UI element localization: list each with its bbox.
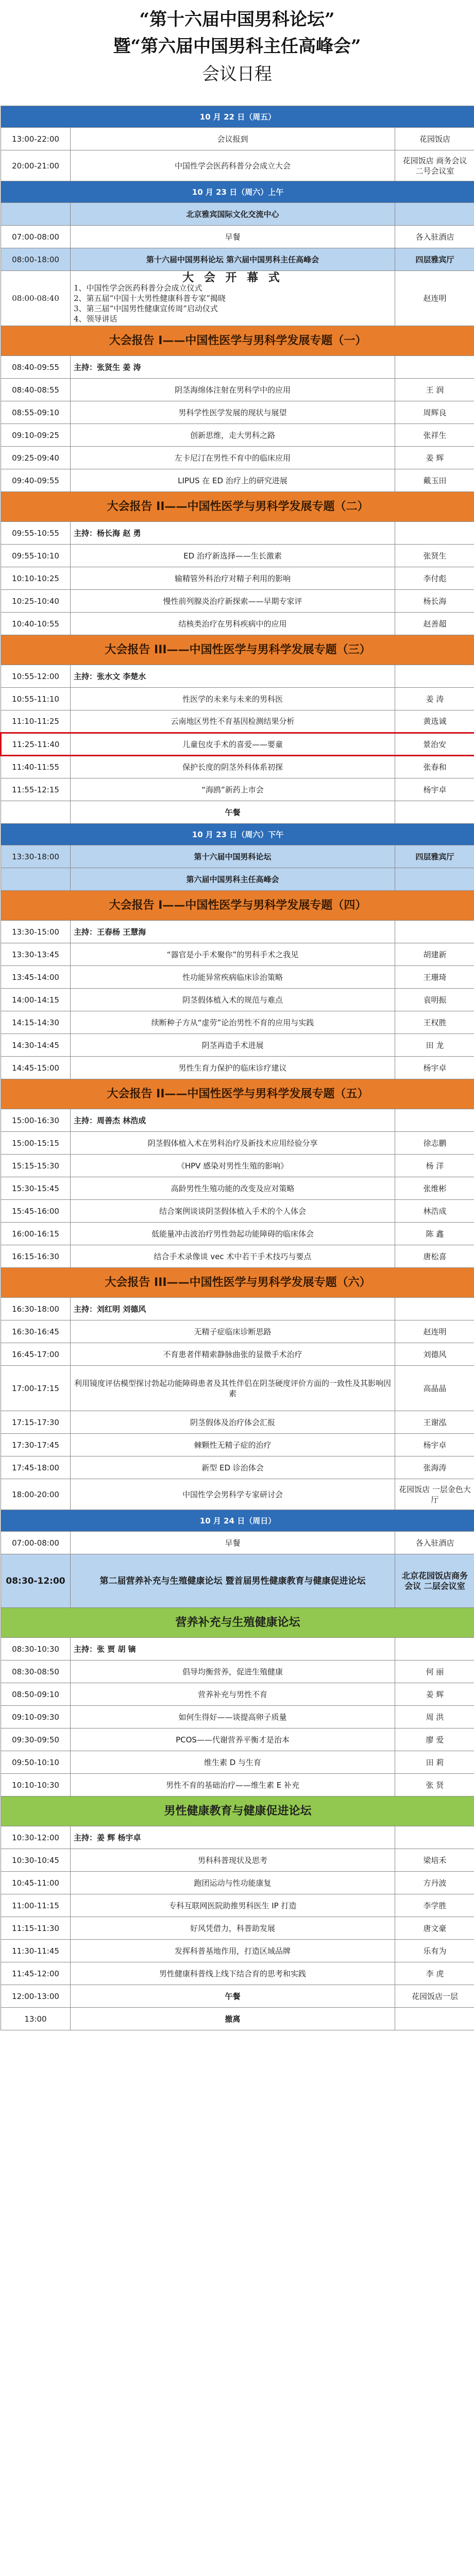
time-cell: 15:00-15:15 xyxy=(1,1132,71,1155)
speaker-cell: 李付彪 xyxy=(395,567,474,590)
topic-cell: 性医学的未来与未来的男科医 xyxy=(71,688,395,710)
session-title: 男性健康教育与健康促进论坛 xyxy=(1,1797,474,1826)
speaker-cell: 王权胜 xyxy=(395,1011,474,1034)
session-header xyxy=(1,326,474,356)
speaker-cell: 廖 爱 xyxy=(395,1728,474,1751)
speaker-cell: 四层雅宾厅 xyxy=(395,845,474,868)
agenda-row xyxy=(1,1320,474,1343)
speaker-cell: 张贤生 xyxy=(395,545,474,567)
opening-ceremony xyxy=(71,271,395,326)
agenda-row xyxy=(1,1434,474,1456)
speaker-cell: 田 龙 xyxy=(395,1034,474,1057)
agenda-row xyxy=(1,1343,474,1366)
opening-item: 2、第五届“中国十大男性健康科普专家”揭晓 xyxy=(74,294,226,303)
speaker-cell: 李学胜 xyxy=(395,1894,474,1917)
agenda-row xyxy=(1,567,474,590)
topic-cell: 男科学性医学发展的现状与展望 xyxy=(71,401,395,424)
agenda-row xyxy=(1,356,474,379)
agenda-row xyxy=(1,1034,474,1057)
agenda-row xyxy=(1,379,474,401)
day-header xyxy=(1,181,474,203)
time-cell: 13:30-13:45 xyxy=(1,943,71,966)
topic-cell: 男性生育力保护的临床诊疗建议 xyxy=(71,1057,395,1079)
topic-cell: 云南地区男性不育基因检测结果分析 xyxy=(71,710,395,733)
topic-cell: “器官是小手术聚你”的男科手术之我见 xyxy=(71,943,395,966)
time-cell: 08:30-08:50 xyxy=(1,1660,71,1683)
speaker-cell: 黄选诚 xyxy=(395,710,474,733)
agenda-row xyxy=(1,1917,474,1940)
speaker-cell xyxy=(395,868,474,891)
speaker-cell: 唐松喜 xyxy=(395,1245,474,1268)
time-cell: 13:00-22:00 xyxy=(1,128,71,150)
highlighted-talk-row xyxy=(1,733,474,756)
speaker-cell: 周 洪 xyxy=(395,1706,474,1728)
topic-cell: 主持：姜 辉 杨宇卓 xyxy=(71,1826,395,1849)
session-title: 大会报告 II——中国性医学与男科学发展专题（二） xyxy=(1,492,474,522)
day-label: 10 月 22 日（周五） xyxy=(1,106,474,128)
speaker-cell: 姜 辉 xyxy=(395,1683,474,1706)
agenda-row xyxy=(1,1660,474,1683)
topic-cell: 主持：张 贾 胡 镝 xyxy=(71,1638,395,1660)
agenda-row xyxy=(1,1872,474,1894)
topic-cell: 男科科普现状及思考 xyxy=(71,1849,395,1872)
topic-cell: 男性不育的基础治疗——维生素 E 补充 xyxy=(71,1774,395,1797)
speaker-cell xyxy=(395,801,474,824)
topic-cell: 主持：张贤生 姜 涛 xyxy=(71,356,395,379)
speaker-cell: 花园饭店 商务会议 二号会议室 xyxy=(395,150,474,181)
time-cell: 15:00-16:30 xyxy=(1,1109,71,1132)
time-cell: 17:30-17:45 xyxy=(1,1434,71,1456)
agenda-row xyxy=(1,778,474,801)
time-cell: 10:10-10:25 xyxy=(1,567,71,590)
agenda-table xyxy=(0,106,474,2030)
time-cell: 18:00-20:00 xyxy=(1,1479,71,1510)
agenda-row xyxy=(1,401,474,424)
agenda-row xyxy=(1,1057,474,1079)
time-cell: 10:55-11:10 xyxy=(1,688,71,710)
time-cell: 15:30-15:45 xyxy=(1,1177,71,1200)
topic-cell: 儿童包皮手术的喜爱——要童 xyxy=(71,733,395,756)
speaker-cell: 杨长海 xyxy=(395,590,474,613)
agenda-row xyxy=(1,226,474,248)
session-title: 营养补充与生殖健康论坛 xyxy=(1,1608,474,1638)
topic-cell: 不育患者伴精索静脉曲张的显微手术治疗 xyxy=(71,1343,395,1366)
topic-cell: 中国性学会男科学专家研讨会 xyxy=(71,1479,395,1510)
agenda-row xyxy=(1,1638,474,1660)
agenda-row xyxy=(1,1940,474,1962)
agenda-row xyxy=(1,845,474,868)
time-cell: 09:30-09:50 xyxy=(1,1728,71,1751)
agenda-row xyxy=(1,989,474,1011)
session-title: 大会报告 I——中国性医学与男科学发展专题（四） xyxy=(1,891,474,921)
topic-cell: 性功能异常疾病临床诊治策略 xyxy=(71,966,395,989)
topic-cell: PCOS——代谢营养平衡才是治本 xyxy=(71,1728,395,1751)
agenda-row xyxy=(1,943,474,966)
time-cell: 13:45-14:00 xyxy=(1,966,71,989)
topic-cell: 输精管外科治疗对精子利用的影响 xyxy=(71,567,395,590)
speaker-cell: 林浩成 xyxy=(395,1200,474,1223)
agenda-row xyxy=(1,1245,474,1268)
topic-cell: 结合手术录像谈 vec 术中若干手术技巧与要点 xyxy=(71,1245,395,1268)
time-cell: 09:25-09:40 xyxy=(1,447,71,469)
time-cell: 08:55-09:10 xyxy=(1,401,71,424)
time-cell: 08:00-08:40 xyxy=(1,271,71,326)
agenda-row xyxy=(1,1706,474,1728)
agenda-row xyxy=(1,424,474,447)
topic-cell: 利用镜度评估模型探讨勃起功能障碍患者及其性伴侣在阴茎硬度评价方面的一致性及其影响因素 xyxy=(71,1366,395,1411)
speaker-cell: 周辉良 xyxy=(395,401,474,424)
topic-cell: “海鸥”新药上市会 xyxy=(71,778,395,801)
speaker-cell: 高晶晶 xyxy=(395,1366,474,1411)
time-cell: 11:00-11:15 xyxy=(1,1894,71,1917)
topic-cell: 低能量冲击波治疗男性勃起功能障碍的临床体会 xyxy=(71,1223,395,1245)
speaker-cell: 胡建新 xyxy=(395,943,474,966)
time-cell xyxy=(1,868,71,891)
agenda-row xyxy=(1,921,474,943)
day-label: 10 月 23 日（周六）下午 xyxy=(1,824,474,845)
agenda-row xyxy=(1,1774,474,1797)
time-cell: 11:25-11:40 xyxy=(1,733,71,756)
speaker-cell xyxy=(395,203,474,226)
time-cell xyxy=(1,801,71,824)
topic-cell: 第十六届中国男科论坛 第六届中国男科主任高峰会 xyxy=(71,248,395,271)
opening-item: 1、中国性学会医药科普分会成立仪式 xyxy=(74,283,202,293)
time-cell: 16:00-16:15 xyxy=(1,1223,71,1245)
time-cell: 10:55-12:00 xyxy=(1,665,71,688)
opening-item: 4、领导讲话 xyxy=(74,314,117,324)
day-label: 10 月 24 日（周日） xyxy=(1,1510,474,1532)
agenda-row xyxy=(1,1894,474,1917)
agenda-row xyxy=(1,248,474,271)
speaker-cell: 杨宇卓 xyxy=(395,778,474,801)
topic-cell: 阴茎再造手术进展 xyxy=(71,1034,395,1057)
time-cell: 14:15-14:30 xyxy=(1,1011,71,1034)
speaker-cell: 张海涛 xyxy=(395,1456,474,1479)
agenda-row xyxy=(1,1177,474,1200)
topic-cell: 早餐 xyxy=(71,1532,395,1554)
agenda-row xyxy=(1,469,474,492)
session-header xyxy=(1,1608,474,1638)
topic-cell: 主持：王春杨 王慧海 xyxy=(71,921,395,943)
session-title: 大会报告 III——中国性医学与男科学发展专题（三） xyxy=(1,635,474,665)
topic-cell: 午餐 xyxy=(71,1985,395,2008)
speaker-cell: 张春和 xyxy=(395,756,474,778)
speaker-cell: 张维彬 xyxy=(395,1177,474,1200)
session-header xyxy=(1,492,474,522)
opening-item: 3、第三届“中国男性健康宣传周”启动仪式 xyxy=(74,304,218,313)
time-cell: 09:55-10:10 xyxy=(1,545,71,567)
speaker-cell: 花园饭店一层 xyxy=(395,1985,474,2008)
time-cell: 13:30-15:00 xyxy=(1,921,71,943)
session-title: 大会报告 III——中国性医学与男科学发展专题（六） xyxy=(1,1268,474,1298)
topic-cell: 午餐 xyxy=(71,801,395,824)
topic-cell: 慢性前列腺炎治疗新探索——早期专家评 xyxy=(71,590,395,613)
time-cell: 14:30-14:45 xyxy=(1,1034,71,1057)
speaker-cell: 戴玉田 xyxy=(395,469,474,492)
topic-cell: 无精子症临床诊断思路 xyxy=(71,1320,395,1343)
speaker-cell: 赵连明 xyxy=(395,1320,474,1343)
agenda-title: 会议日程 xyxy=(202,64,272,84)
time-cell: 10:10-10:30 xyxy=(1,1774,71,1797)
agenda-row xyxy=(1,1109,474,1132)
speaker-cell xyxy=(395,2008,474,2030)
opening-title: 大 会 开 幕 式 xyxy=(182,271,283,284)
speaker-cell: 北京花园饭店商务会议 二层会议室 xyxy=(395,1554,474,1608)
topic-cell: 高龄男性生殖功能的改变及应对策略 xyxy=(71,1177,395,1200)
topic-cell: 发挥科普基地作用，打造区域品牌 xyxy=(71,1940,395,1962)
day-label: 10 月 23 日（周六）上午 xyxy=(1,181,474,203)
time-cell: 16:15-16:30 xyxy=(1,1245,71,1268)
agenda-header xyxy=(0,0,474,89)
session-title: 大会报告 I——中国性医学与男科学发展专题（一） xyxy=(1,326,474,356)
topic-cell: 阴茎假体及治疗体会汇报 xyxy=(71,1411,395,1434)
topic-cell: 专科互联网医院助推男科医生 IP 打造 xyxy=(71,1894,395,1917)
agenda-row xyxy=(1,1479,474,1510)
time-cell: 16:30-18:00 xyxy=(1,1298,71,1320)
agenda-row xyxy=(1,1366,474,1411)
time-cell: 14:00-14:15 xyxy=(1,989,71,1011)
time-cell: 15:45-16:00 xyxy=(1,1200,71,1223)
speaker-cell: 乐有为 xyxy=(395,1940,474,1962)
time-cell: 11:10-11:25 xyxy=(1,710,71,733)
topic-cell: 左卡尼汀在男性不育中的临床应用 xyxy=(71,447,395,469)
time-cell: 10:40-10:55 xyxy=(1,613,71,635)
topic-cell: 阴茎海绵体注射在男科学中的应用 xyxy=(71,379,395,401)
time-cell: 10:30-12:00 xyxy=(1,1826,71,1849)
speaker-cell xyxy=(395,522,474,545)
time-cell: 13:00 xyxy=(1,2008,71,2030)
time-cell: 09:10-09:30 xyxy=(1,1706,71,1728)
topic-cell: 主持：杨长海 赵 勇 xyxy=(71,522,395,545)
speaker-cell: 徐志鹏 xyxy=(395,1132,474,1155)
speaker-cell xyxy=(395,356,474,379)
topic-cell: 好风凭借力，科普助发展 xyxy=(71,1917,395,1940)
agenda-row xyxy=(1,1011,474,1034)
speaker-cell: 唐文豪 xyxy=(395,1917,474,1940)
session-header xyxy=(1,1268,474,1298)
topic-cell: 跑团运动与性功能康复 xyxy=(71,1872,395,1894)
session-header xyxy=(1,1797,474,1826)
topic-cell: 第六届中国男科主任高峰会 xyxy=(71,868,395,891)
topic-cell: 创新思维，走大男科之路 xyxy=(71,424,395,447)
time-cell: 07:00-08:00 xyxy=(1,1532,71,1554)
speaker-cell: 张 贤 xyxy=(395,1774,474,1797)
speaker-cell xyxy=(395,1826,474,1849)
speaker-cell: 田 莉 xyxy=(395,1751,474,1774)
topic-cell: 早餐 xyxy=(71,226,395,248)
agenda-row xyxy=(1,868,474,891)
speaker-cell xyxy=(395,665,474,688)
speaker-cell: 李 虎 xyxy=(395,1962,474,1985)
session-header xyxy=(1,1079,474,1109)
agenda-row xyxy=(1,688,474,710)
speaker-cell: 王珊琦 xyxy=(395,966,474,989)
time-cell: 07:00-08:00 xyxy=(1,226,71,248)
speaker-cell: 四层雅宾厅 xyxy=(395,248,474,271)
agenda-row xyxy=(1,1985,474,2008)
topic-cell: 主持：周善杰 林浩成 xyxy=(71,1109,395,1132)
agenda-row xyxy=(1,1728,474,1751)
speaker-cell: 张祥生 xyxy=(395,424,474,447)
session-header xyxy=(1,635,474,665)
agenda-row xyxy=(1,1826,474,1849)
topic-cell: 主持：刘红明 刘德风 xyxy=(71,1298,395,1320)
forum-title: “第十六届中国男科论坛” xyxy=(139,9,335,30)
time-cell: 11:40-11:55 xyxy=(1,756,71,778)
time-cell: 08:40-09:55 xyxy=(1,356,71,379)
time-cell: 14:45-15:00 xyxy=(1,1057,71,1079)
time-cell: 11:55-12:15 xyxy=(1,778,71,801)
time-cell: 08:50-09:10 xyxy=(1,1683,71,1706)
speaker-cell: 花园饭店 一层金色大厅 xyxy=(395,1479,474,1510)
agenda-row xyxy=(1,665,474,688)
time-cell: 08:40-08:55 xyxy=(1,379,71,401)
speaker-cell: 各入驻酒店 xyxy=(395,226,474,248)
topic-cell: 倡导均衡营养，促进生殖健康 xyxy=(71,1660,395,1683)
time-cell: 10:25-10:40 xyxy=(1,590,71,613)
agenda-row xyxy=(1,756,474,778)
time-cell: 17:00-17:15 xyxy=(1,1366,71,1411)
topic-cell: 《HPV 感染对男性生殖的影响》 xyxy=(71,1155,395,1177)
speaker-cell: 杨宇卓 xyxy=(395,1434,474,1456)
agenda-row xyxy=(1,203,474,226)
topic-cell: LIPUS 在 ED 治疗上的研究进展 xyxy=(71,469,395,492)
speaker-cell: 杨宇卓 xyxy=(395,1057,474,1079)
topic-cell: ED 治疗新选择——生长激素 xyxy=(71,545,395,567)
topic-cell: 营养补充与男性不育 xyxy=(71,1683,395,1706)
time-cell: 08:30-10:30 xyxy=(1,1638,71,1660)
time-cell: 20:00-21:00 xyxy=(1,150,71,181)
speaker-cell: 姜 涛 xyxy=(395,688,474,710)
time-cell: 10:45-11:00 xyxy=(1,1872,71,1894)
agenda-row xyxy=(1,128,474,150)
speaker-cell: 姜 辉 xyxy=(395,447,474,469)
agenda-row xyxy=(1,966,474,989)
topic-cell: 如何生得好——谈提高卵子质量 xyxy=(71,1706,395,1728)
speaker-cell: 袁明振 xyxy=(395,989,474,1011)
agenda-row xyxy=(1,545,474,567)
topic-cell: 结核类治疗在男科疾病中的应用 xyxy=(71,613,395,635)
topic-cell: 主持：张水文 李楚水 xyxy=(71,665,395,688)
agenda-row xyxy=(1,710,474,733)
topic-cell: 续断种子方从“虚劳”论治男性不育的应用与实践 xyxy=(71,1011,395,1034)
speaker-cell: 各入驻酒店 xyxy=(395,1532,474,1554)
session-title: 大会报告 II——中国性医学与男科学发展专题（五） xyxy=(1,1079,474,1109)
topic-cell: 男性健康科普线上线下结合育的思考和实践 xyxy=(71,1962,395,1985)
topic-cell: 阴茎假体植入术的规范与难点 xyxy=(71,989,395,1011)
agenda-row xyxy=(1,613,474,635)
topic-cell: 阴茎假体植入术在男科治疗及新技术应用经验分享 xyxy=(71,1132,395,1155)
agenda-row xyxy=(1,1132,474,1155)
speaker-cell xyxy=(395,1109,474,1132)
opening-ceremony-row xyxy=(1,271,474,326)
time-cell: 08:30-12:00 xyxy=(1,1554,71,1608)
agenda-row xyxy=(1,1456,474,1479)
speaker-cell xyxy=(395,1298,474,1320)
time-cell: 15:15-15:30 xyxy=(1,1155,71,1177)
speaker-cell: 赵连明 xyxy=(395,271,474,326)
time-cell: 11:15-11:30 xyxy=(1,1917,71,1940)
speaker-cell: 赵善超 xyxy=(395,613,474,635)
agenda-row xyxy=(1,1411,474,1434)
summit-title: 暨“第六届中国男科主任高峰会” xyxy=(113,36,361,57)
agenda-row xyxy=(1,1962,474,1985)
time-cell: 12:00-13:00 xyxy=(1,1985,71,2008)
topic-cell: 北京雅宾国际文化交流中心 xyxy=(71,203,395,226)
session-header xyxy=(1,891,474,921)
speaker-cell: 王谢泓 xyxy=(395,1411,474,1434)
time-cell: 09:55-10:55 xyxy=(1,522,71,545)
time-cell: 09:40-09:55 xyxy=(1,469,71,492)
topic-cell: 维生素 D 与生育 xyxy=(71,1751,395,1774)
agenda-row xyxy=(1,522,474,545)
agenda-row xyxy=(1,447,474,469)
topic-cell: 第二届营养补充与生殖健康论坛 暨首届男性健康教育与健康促进论坛 xyxy=(71,1554,395,1608)
agenda-row xyxy=(1,1200,474,1223)
time-cell: 16:30-16:45 xyxy=(1,1320,71,1343)
time-cell: 09:50-10:10 xyxy=(1,1751,71,1774)
agenda-row xyxy=(1,1155,474,1177)
time-cell: 17:45-18:00 xyxy=(1,1456,71,1479)
time-cell: 11:45-12:00 xyxy=(1,1962,71,1985)
agenda-row xyxy=(1,1554,474,1608)
topic-cell: 中国性学会医药科普分会成立大会 xyxy=(71,150,395,181)
time-cell: 09:10-09:25 xyxy=(1,424,71,447)
speaker-cell: 王 润 xyxy=(395,379,474,401)
agenda-row xyxy=(1,590,474,613)
topic-cell: 棘颗性无精子症的治疗 xyxy=(71,1434,395,1456)
day-header xyxy=(1,106,474,128)
topic-cell: 保护长度的阴茎外科体系初探 xyxy=(71,756,395,778)
agenda-row xyxy=(1,1751,474,1774)
agenda-row xyxy=(1,2008,474,2030)
speaker-cell: 花园饭店 xyxy=(395,128,474,150)
time-cell xyxy=(1,203,71,226)
time-cell: 08:00-18:00 xyxy=(1,248,71,271)
day-header xyxy=(1,824,474,845)
agenda-row xyxy=(1,1223,474,1245)
speaker-cell: 杨 洋 xyxy=(395,1155,474,1177)
day-header xyxy=(1,1510,474,1532)
speaker-cell: 梁培禾 xyxy=(395,1849,474,1872)
topic-cell: 会议报到 xyxy=(71,128,395,150)
speaker-cell xyxy=(395,921,474,943)
time-cell: 10:30-10:45 xyxy=(1,1849,71,1872)
topic-cell: 结合案例谈谈阴茎假体植入手术的个人体会 xyxy=(71,1200,395,1223)
speaker-cell xyxy=(395,1638,474,1660)
time-cell: 13:30-18:00 xyxy=(1,845,71,868)
time-cell: 17:15-17:30 xyxy=(1,1411,71,1434)
agenda-row xyxy=(1,1532,474,1554)
time-cell: 16:45-17:00 xyxy=(1,1343,71,1366)
speaker-cell: 刘德风 xyxy=(395,1343,474,1366)
topic-cell: 新型 ED 诊治体会 xyxy=(71,1456,395,1479)
topic-cell: 撤离 xyxy=(71,2008,395,2030)
speaker-cell: 何 丽 xyxy=(395,1660,474,1683)
speaker-cell: 景治安 xyxy=(395,733,474,756)
agenda-row xyxy=(1,801,474,824)
agenda-row xyxy=(1,1849,474,1872)
agenda-row xyxy=(1,1298,474,1320)
agenda-row xyxy=(1,150,474,181)
topic-cell: 第十六届中国男科论坛 xyxy=(71,845,395,868)
agenda-row xyxy=(1,1683,474,1706)
speaker-cell: 方丹波 xyxy=(395,1872,474,1894)
speaker-cell: 陈 鑫 xyxy=(395,1223,474,1245)
time-cell: 11:30-11:45 xyxy=(1,1940,71,1962)
